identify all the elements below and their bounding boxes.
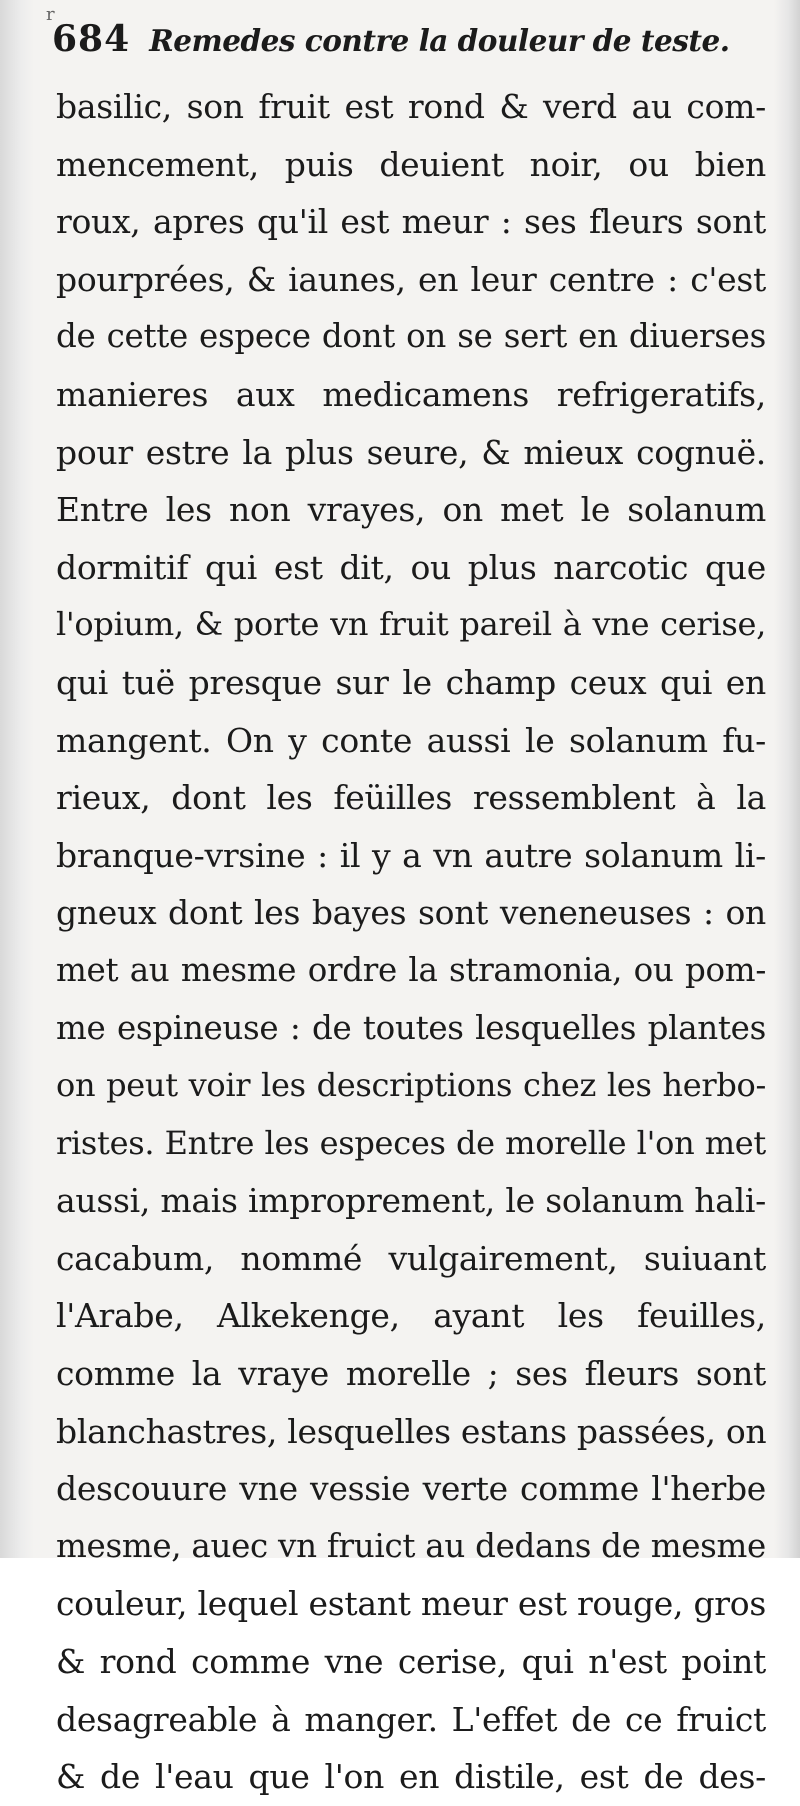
- text-line: mesme, auec vn fruict au dedans de mesme: [56, 1526, 766, 1565]
- page-number: 684: [52, 18, 131, 60]
- text-line: & de l'eau que l'on en distile, est de des-: [56, 1757, 766, 1797]
- page-edge-shadow: [774, 0, 800, 1558]
- margin-mark: r: [46, 4, 55, 25]
- text-line: rieux, dont les feüilles ressemblent à la: [56, 778, 766, 818]
- text-line: mangent. On y conte aussi le solanum fu-: [56, 720, 766, 760]
- text-line: Entre les non vrayes, on met le solanum: [56, 490, 766, 530]
- text-line: met au mesme ordre la stramonia, ou pom-: [56, 950, 766, 989]
- text-line: manieres aux medicamens refrigeratifs,: [56, 374, 766, 414]
- text-line: & rond comme vne cerise, qui n'est point: [56, 1642, 766, 1682]
- gutter-shadow: [0, 0, 34, 1558]
- running-header: [52, 18, 732, 82]
- running-title: Remedes contre la douleur de teste.: [149, 23, 730, 58]
- text-line: dormitif qui est dit, ou plus narcotic que: [56, 547, 766, 587]
- text-line: couleur, lequel estant meur est rouge, gros: [56, 1584, 766, 1624]
- text-line: pour estre la plus seure, & mieux cognuë.: [56, 432, 766, 472]
- text-line: gneux dont les bayes sont veneneuses : on: [56, 893, 766, 933]
- text-line: pourprées, & iaunes, en leur centre : c'est: [56, 259, 766, 299]
- body-text: [56, 78, 766, 1806]
- text-line: me espineuse : de toutes lesquelles plantes: [56, 1008, 766, 1047]
- text-line: cacabum, nommé vulgairement, suiuant: [56, 1238, 766, 1278]
- text-line: de cette espece dont on se sert en diuerses: [56, 317, 766, 356]
- text-line: roux, apres qu'il est meur : ses fleurs sont: [56, 202, 766, 242]
- text-line: mencement, puis deuient noir, ou bien: [56, 144, 766, 184]
- text-line: descouure vne vessie verte comme l'herbe: [56, 1469, 766, 1509]
- text-line: comme la vraye morelle ; ses fleurs sont: [56, 1354, 766, 1394]
- text-line: desagreable à manger. L'effet de ce fruict: [56, 1699, 766, 1739]
- text-line: on peut voir les descriptions chez les herbo-: [56, 1066, 766, 1105]
- text-line: l'Arabe, Alkekenge, ayant les feuilles,: [56, 1296, 766, 1336]
- text-line: qui tuë presque sur le champ ceux qui en: [56, 662, 766, 702]
- text-line: blanchastres, lesquelles estans passées, on: [56, 1411, 767, 1451]
- text-line: branque-vrsine : il y a vn autre solanum li-: [56, 835, 766, 875]
- text-line: basilic, son fruit est rond & verd au com-: [56, 87, 766, 126]
- text-line: l'opium, & porte vn fruit pareil à vne cerise,: [56, 605, 766, 644]
- text-line: ristes. Entre les especes de morelle l'on met: [56, 1123, 766, 1162]
- text-line: aussi, mais improprement, le solanum hali-: [56, 1181, 766, 1221]
